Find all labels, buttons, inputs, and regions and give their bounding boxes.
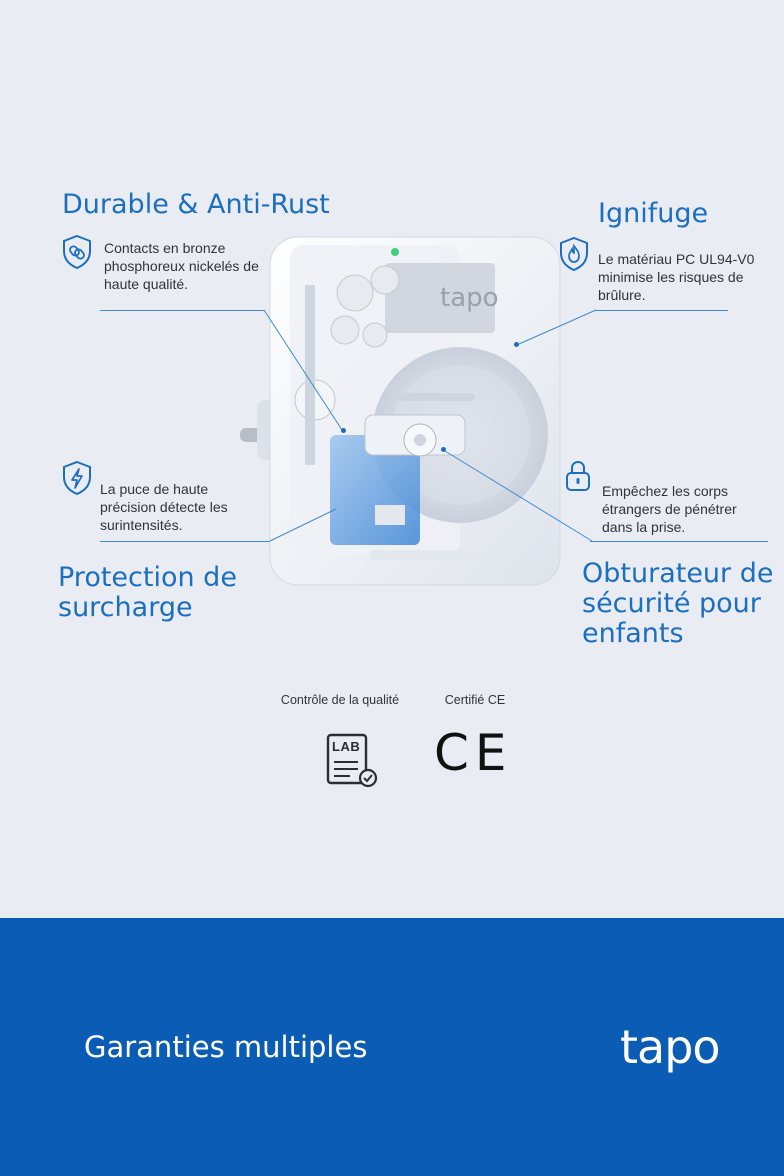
shield-link-icon bbox=[61, 234, 93, 270]
child-leader-dot bbox=[441, 447, 446, 452]
child-leader-line bbox=[590, 541, 768, 542]
durable-leader-dot bbox=[341, 428, 346, 433]
durable-heading: Durable & Anti-Rust bbox=[62, 189, 330, 220]
footer-brand-logo: tapo bbox=[620, 1020, 720, 1074]
overload-leader-line bbox=[100, 541, 270, 542]
overload-heading-line1: Protection de bbox=[58, 562, 237, 593]
ce-certified-label: Certifié CE bbox=[444, 693, 506, 707]
overload-desc-line1: La puce de haute bbox=[100, 481, 209, 497]
footer-title: Garanties multiples bbox=[84, 1030, 368, 1064]
fire-desc-line1: Le matériau PC UL94-V0 bbox=[598, 251, 755, 267]
overload-desc-line3: surintensités. bbox=[100, 516, 183, 533]
child-desc-line3: dans la prise. bbox=[602, 518, 686, 535]
overload-heading-line2: surcharge bbox=[58, 592, 193, 624]
fire-leader-line bbox=[595, 310, 728, 311]
child-desc-line1: Empêchez les corps bbox=[602, 483, 729, 499]
fire-heading: Ignifuge bbox=[598, 198, 709, 229]
fire-leader-dot bbox=[514, 342, 519, 347]
durable-desc-line1: Contacts en bronze bbox=[104, 240, 226, 256]
fire-desc-line2: minimise les risques de bbox=[598, 268, 744, 285]
lab-report-icon bbox=[324, 732, 380, 790]
overload-desc-line2: précision détecte les bbox=[100, 498, 228, 515]
durable-leader-line bbox=[100, 310, 265, 311]
fire-desc-line3: brûlure. bbox=[598, 286, 646, 303]
durable-leader-diagonal bbox=[262, 308, 347, 438]
ce-mark: CE bbox=[434, 724, 513, 782]
product-logo: tapo bbox=[440, 283, 499, 313]
shield-flame-icon bbox=[558, 236, 590, 272]
child-desc-line2: étrangers de pénétrer bbox=[602, 500, 737, 517]
durable-desc-line3: haute qualité. bbox=[104, 275, 189, 292]
child-heading-line2: sécurité pour bbox=[582, 588, 761, 620]
quality-control-label: Contrôle de la qualité bbox=[280, 693, 400, 707]
durable-desc-line2: phosphoreux nickelés de bbox=[104, 257, 259, 274]
lab-text: LAB bbox=[332, 739, 361, 754]
shield-bolt-icon bbox=[61, 460, 93, 496]
fire-leader-diagonal bbox=[516, 308, 598, 348]
child-leader-diagonal bbox=[442, 448, 594, 544]
overload-leader-diagonal bbox=[268, 506, 340, 544]
child-heading-line3: enfants bbox=[582, 618, 684, 650]
child-heading-line1: Obturateur de bbox=[582, 558, 774, 589]
